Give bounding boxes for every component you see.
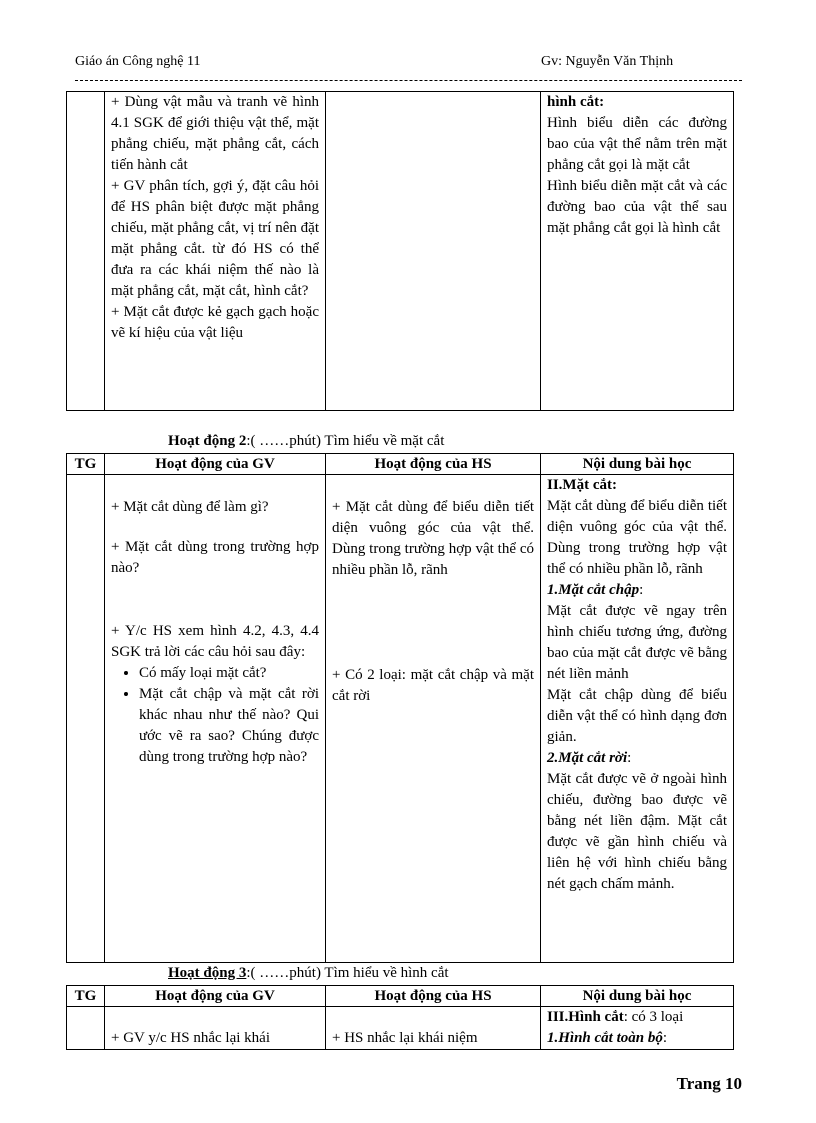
activity-3-heading (168, 965, 449, 982)
gv-cell (105, 475, 326, 963)
gv-line-1: + Dùng vật mẫu và tranh vẽ hình 4.1 SGK để giới thiệu vật thể, mặt phẳng chiếu, mặt phẳng cắt, cách tiến hành cắt (111, 94, 319, 173)
activity-2-heading (168, 433, 444, 450)
col-hs: Hoạt động của HS (326, 986, 541, 1007)
hs-cell (326, 1007, 541, 1050)
hs-line-1: + HS nhắc lại khái niệm (332, 1030, 478, 1046)
nd-para-3: Mặt cắt chập dùng để biểu diễn vật thể có hình dạng đơn giản. (547, 687, 727, 745)
tg-cell (67, 92, 105, 411)
nd-para-2: Mặt cắt được vẽ ngay trên hình chiếu tương ứng, đường bao của mặt cắt được vẽ bằng nét liền mảnh (547, 603, 727, 682)
activity-3-text: :( ……phút) Tìm hiểu về hình cắt (246, 965, 449, 981)
nd-para-4: Mặt cắt được vẽ ở ngoài hình chiếu, đường bao được vẽ bằng nét liền đậm. Mặt cắt được vẽ gần hình chiếu và liên hệ với hình chiếu bằng nét gạch chấm mảnh. (547, 771, 727, 892)
col-gv: Hoạt động của GV (105, 986, 326, 1007)
tg-cell (67, 475, 105, 963)
activity-3-label: Hoạt động 3 (168, 965, 247, 981)
nd-para-1: Mặt cắt dùng để biểu diễn tiết diện vuông góc của vật thể. Dùng trong trường hợp vật thể có nhiều phần lỗ, rãnh (547, 498, 727, 577)
nd-line-1: Hình biểu diễn các đường bao của vật thể nằm trên mặt phẳng cắt gọi là mặt cắt (547, 115, 727, 173)
gv-bullet-2: • Mặt cắt chập và mặt cắt rời khác nhau như thế nào? Qui ước vẽ ra sao? Chúng được dùng trong trường hợp nào? (139, 684, 319, 768)
gv-bullet-list (111, 663, 319, 768)
gv-line-3: + Mặt cắt được kẻ gạch gạch hoặc vẽ kí hiệu của vật liệu (111, 304, 319, 341)
lesson-table-2 (66, 453, 734, 963)
nd-heading-2: 2.Mặt cắt rời (547, 750, 628, 766)
nd-title: II.Mặt cắt: (547, 477, 617, 493)
hs-answer-1: + Mặt cắt dùng để biểu diễn tiết diện vuông góc của vật thể. Dùng trong trường hợp vật thể có nhiều phần lỗ, rãnh (332, 499, 534, 578)
page-number: Trang 10 (676, 1074, 742, 1093)
lesson-table-3 (66, 985, 734, 1050)
col-nd: Nội dung bài học (541, 454, 734, 475)
col-gv: Hoạt động của GV (105, 454, 326, 475)
nd-heading-1: 1.Mặt cắt chập (547, 582, 640, 598)
nd-title: hình cắt: (547, 94, 605, 110)
nd-cell (541, 92, 734, 411)
gv-cell (105, 1007, 326, 1050)
hs-cell (326, 92, 541, 411)
gv-line-1: + GV y/c HS nhắc lại khái (111, 1030, 270, 1046)
gv-cell (105, 92, 326, 411)
hs-answer-2: + Có 2 loại: mặt cắt chập và mặt cắt rời (332, 667, 534, 704)
nd-heading-1: 1.Hình cắt toàn bộ (547, 1030, 663, 1046)
gv-bullet-1: • Có mấy loại mặt cắt? (139, 663, 319, 684)
gv-line-2: + GV phân tích, gợi ý, đặt câu hỏi để HS phân biệt được mặt phẳng chiếu, mặt phẳng cắt, vị trí nên đặt mặt phẳng cắt. từ đó HS có thể đưa ra các khái niệm thế nào là mặt phẳng cắt, mặt cắt, hình cắt? (111, 178, 319, 299)
activity-2-text: :( ……phút) Tìm hiểu về mặt cắt (246, 433, 445, 449)
gv-question-1: + Mặt cắt dùng để làm gì? (111, 499, 269, 515)
header-right: Gv: Nguyễn Văn Thịnh (541, 54, 674, 69)
header-divider (75, 80, 742, 81)
nd-cell: II.Mặt cắt: Mặt cắt dùng để biểu diễn tiết diện vuông góc của vật thể. Dùng trong trường hợp vật thể có nhiều phần lỗ, rãnh 1.Mặt cắt chập: Mặt cắt được vẽ ngay trên hình chiếu tương ứng, đường bao của mặt cắt được vẽ bằng nét liền mảnh Mặt cắt chập dùng để biểu diễn vật thể có hình dạng đơn giản. 2.Mặt cắt rời: Mặt cắt được vẽ ở ngoài hình chiếu, đường bao được vẽ bằng nét liền đậm. Mặt cắt được vẽ gần hình chiếu và liên hệ với hình chiếu bằng nét gạch chấm mảnh. (541, 475, 734, 963)
nd-title-rest: : có 3 loại (623, 1009, 684, 1025)
gv-question-3: + Y/c HS xem hình 4.2, 4.3, 4.4 SGK trả lời các câu hỏi sau đây: (111, 623, 319, 660)
activity-2-label: Hoạt động 2 (168, 433, 247, 449)
nd-line-2: Hình biểu diễn mặt cắt và các đường bao của vật thể sau mặt phẳng cắt gọi là hình cắt (547, 178, 727, 236)
col-tg: TG (67, 454, 105, 475)
hs-cell (326, 475, 541, 963)
tg-cell (67, 1007, 105, 1050)
nd-cell (541, 1007, 734, 1050)
nd-heading-1-rest: : (662, 1030, 668, 1046)
col-hs: Hoạt động của HS (326, 454, 541, 475)
header-left: Giáo án Công nghệ 11 (75, 54, 201, 69)
col-tg: TG (67, 986, 105, 1007)
lesson-table-1 (66, 91, 734, 411)
col-nd: Nội dung bài học (541, 986, 734, 1007)
gv-question-2: + Mặt cắt dùng trong trường hợp nào? (111, 539, 319, 576)
nd-title: III.Hình cắt (547, 1009, 624, 1025)
